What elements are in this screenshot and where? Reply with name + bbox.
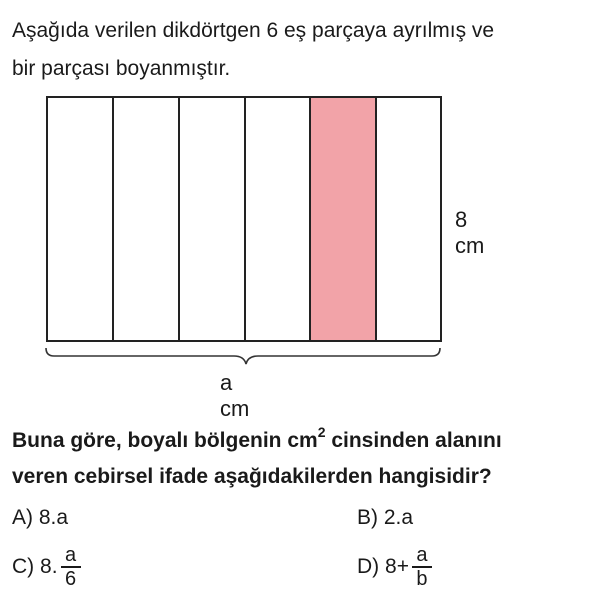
option-d-prefix: 8+ [385, 555, 409, 578]
rectangle-part-6 [375, 96, 442, 342]
option-b[interactable] [357, 506, 413, 530]
option-d-numerator: a [416, 544, 428, 566]
question-part-2: cinsinden alanını [325, 429, 502, 452]
option-d[interactable] [357, 544, 432, 590]
height-label: 8 cm [455, 207, 485, 258]
question-text [12, 416, 610, 495]
question-line-2: veren cebirsel ifade aşağıdakilerden hangisidir? [12, 465, 492, 488]
option-c-numerator: a [64, 544, 77, 566]
option-b-letter: B) [357, 506, 378, 529]
problem-intro [12, 12, 602, 88]
option-a[interactable] [12, 506, 68, 530]
rectangle-part-2 [112, 96, 180, 342]
intro-line-1: Aşağıda verilen dikdörtgen 6 eş parçaya ayrılmış ve [12, 19, 495, 42]
option-c-prefix: 8. [40, 555, 58, 578]
option-c-letter: C) [12, 555, 35, 578]
question-part-1: Buna göre, boyalı bölgenin cm [12, 429, 318, 452]
option-d-letter: D) [357, 555, 380, 578]
option-a-letter: A) [12, 506, 33, 529]
rectangle-part-1 [46, 96, 114, 342]
question-superscript: 2 [317, 424, 326, 440]
option-c-denominator: 6 [64, 568, 77, 590]
rectangle-part-3 [178, 96, 246, 342]
rectangle-part-5-shaded [309, 96, 377, 342]
width-brace-icon [44, 346, 444, 368]
option-d-fraction [412, 544, 432, 590]
width-label: a cm [220, 370, 250, 421]
option-c[interactable] [12, 544, 81, 590]
option-d-denominator: b [416, 568, 428, 590]
intro-line-2: bir parçası boyanmıştır. [12, 57, 231, 80]
option-a-text: 8.a [38, 506, 69, 529]
rectangle-part-4 [244, 96, 311, 342]
option-c-fraction [61, 544, 81, 590]
option-b-text: 2.a [383, 506, 414, 529]
